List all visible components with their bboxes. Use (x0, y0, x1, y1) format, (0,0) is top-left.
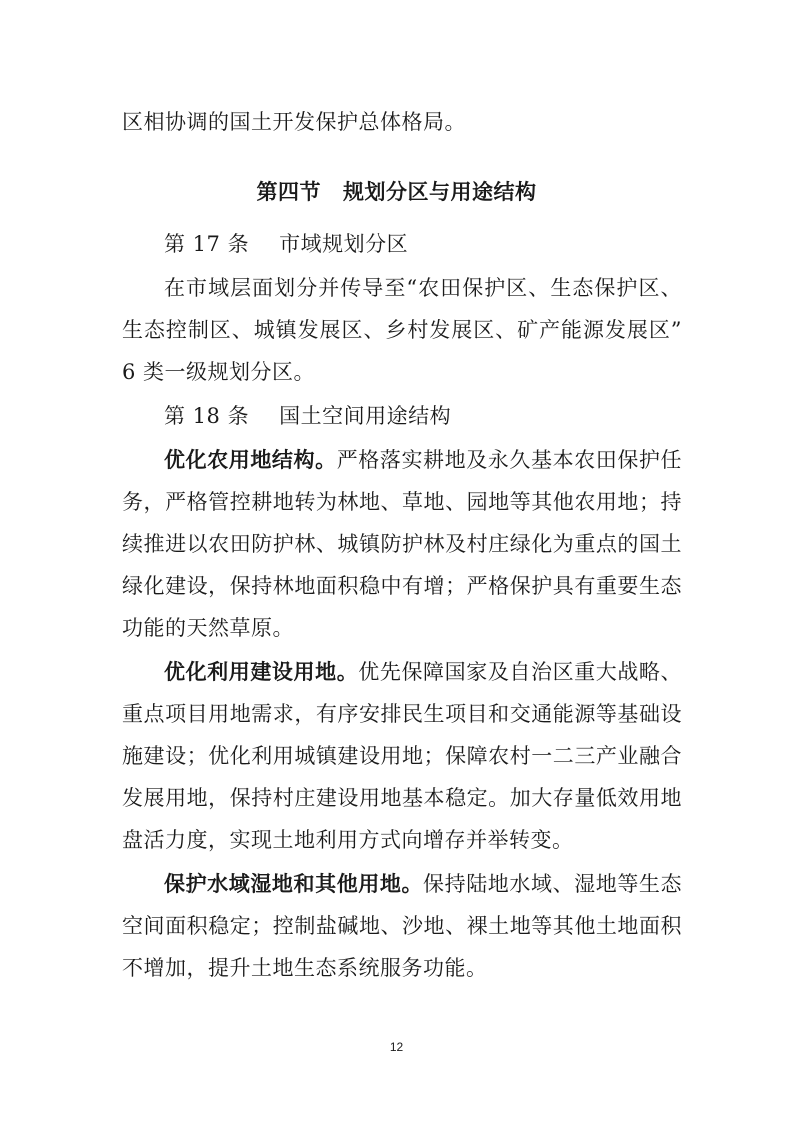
wetland-paragraph-line-3: 不增加，提升土地生态系统服务功能。 (122, 956, 488, 980)
agri-paragraph-line-2: 务，严格管控耕地转为林地、草地、园地等其他农用地；持 (122, 490, 682, 514)
agri-line-1-text: 严格落实耕地及永久基本农田保护任 (336, 448, 683, 472)
article-17-line-1: 在市域层面划分并传导至“农田保护区、生态保护区、 (164, 276, 682, 300)
construction-line-1-text: 优先保障国家及自治区重大战略、 (358, 660, 683, 684)
article-18-heading (164, 402, 682, 430)
wetland-lead-text: 保护水域湿地和其他用地。 (164, 872, 424, 896)
article-17-heading (164, 230, 682, 258)
article-17-line-2: 生态控制区、城镇发展区、乡村发展区、矿产能源发展区” (122, 318, 682, 342)
agri-lead-text: 优化农用地结构。 (164, 448, 337, 472)
article-17-title: 市域规划分区 (279, 232, 409, 256)
article-17-label: 第 17 条 (164, 232, 250, 256)
construction-paragraph-line-3: 施建设；优化利用城镇建设用地；保障农村一二三产业融合 (122, 744, 682, 768)
agri-paragraph-line-5: 功能的天然草原。 (122, 616, 294, 640)
article-18-label: 第 18 条 (164, 404, 250, 428)
wetland-paragraph-line-1 (164, 870, 682, 898)
section-heading (0, 178, 793, 206)
section-title: 规划分区与用途结构 (343, 180, 537, 204)
intro-tail-line: 区相协调的国土开发保护总体格局。 (122, 110, 466, 134)
agri-paragraph-line-3: 续推进以农田防护林、城镇防护林及村庄绿化为重点的国土 (122, 532, 682, 556)
article-17-line-3: 6 类一级规划分区。 (122, 360, 316, 384)
construction-lead-text: 优化利用建设用地。 (164, 660, 359, 684)
page-number: 12 (389, 1040, 404, 1054)
section-number: 第四节 (256, 180, 321, 204)
agri-paragraph-line-4: 绿化建设，保持林地面积稳中有增；严格保护具有重要生态 (122, 574, 682, 598)
agri-paragraph-line-1 (164, 446, 682, 474)
construction-paragraph-line-2: 重点项目用地需求，有序安排民生项目和交通能源等基础设 (122, 702, 682, 726)
wetland-paragraph-line-2: 空间面积稳定；控制盐碱地、沙地、裸土地等其他土地面积 (122, 914, 682, 938)
wetland-line-1-text: 保持陆地水域、湿地等生态 (423, 872, 683, 896)
article-18-title: 国土空间用途结构 (279, 404, 452, 428)
construction-paragraph-line-5: 盘活力度，实现土地利用方式向增存并举转变。 (122, 828, 574, 852)
construction-paragraph-line-4: 发展用地，保持村庄建设用地基本稳定。加大存量低效用地 (122, 786, 682, 810)
construction-paragraph-line-1 (164, 658, 682, 686)
